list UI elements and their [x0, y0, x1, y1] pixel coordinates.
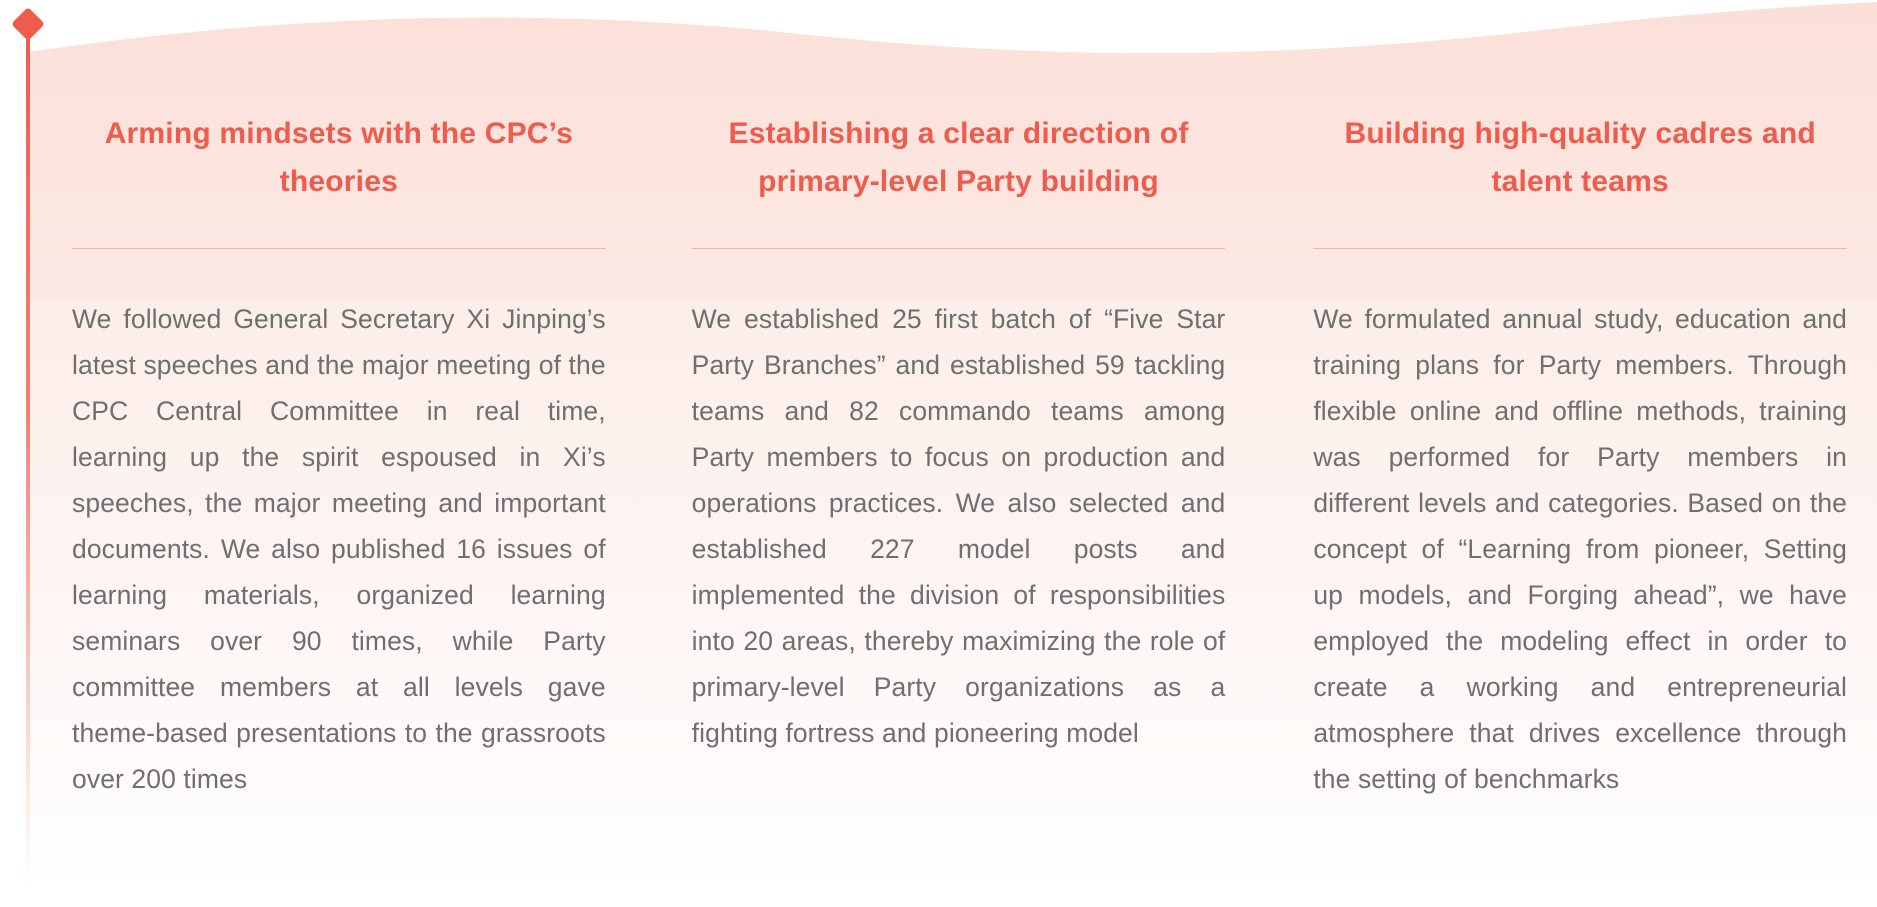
column-primary-level-party-building [646, 0, 1262, 907]
column-body-text: We followed General Secretary Xi Jinping’s latest speeches and the major meeting of the CPC Central Committee in real time, learning up the spirit espoused in Xi’s speeches, the major meeting and important documents. We also published 16 issues of learning materials, organized learning seminars over 90 times, while Party committee members at all levels gave theme-based presentations to the grassroots over 200 times [72, 304, 606, 794]
column-body-text: We formulated annual study, education and training plans for Party members. Through flexible online and offline methods, training was performed for Party members in different levels and categories. Based on the concept of “Learning from pioneer, Setting up models, and Forging ahead”, we have employed the modeling effect in order to create a working and entrepreneurial atmosphere that drives excellence through the setting of benchmarks [1313, 304, 1848, 794]
diamond-marker-icon [11, 7, 45, 41]
column-divider [1313, 248, 1847, 249]
timeline-rail [8, 0, 48, 907]
column-title: Building high-quality cadres and talent teams [1344, 117, 1816, 198]
column-arming-mindsets [56, 0, 646, 907]
column-title: Establishing a clear direction of primary-level Party building [728, 117, 1189, 198]
column-title: Arming mindsets with the CPC’s theories [104, 117, 573, 198]
timeline-line [26, 26, 30, 888]
column-body-text: We established 25 first batch of “Five Star Party Branches” and established 59 tackling teams and 82 commando teams among Party members to focus on production and operations practices. We also selected and established 227 model posts and implemented the division of responsibilities into 20 areas, thereby maximizing the role of primary-level Party organizations as a fighting fortress and pioneering model [691, 304, 1226, 748]
column-divider [692, 248, 1226, 249]
column-divider [72, 248, 606, 249]
column-cadres-and-talent-teams [1261, 0, 1877, 907]
